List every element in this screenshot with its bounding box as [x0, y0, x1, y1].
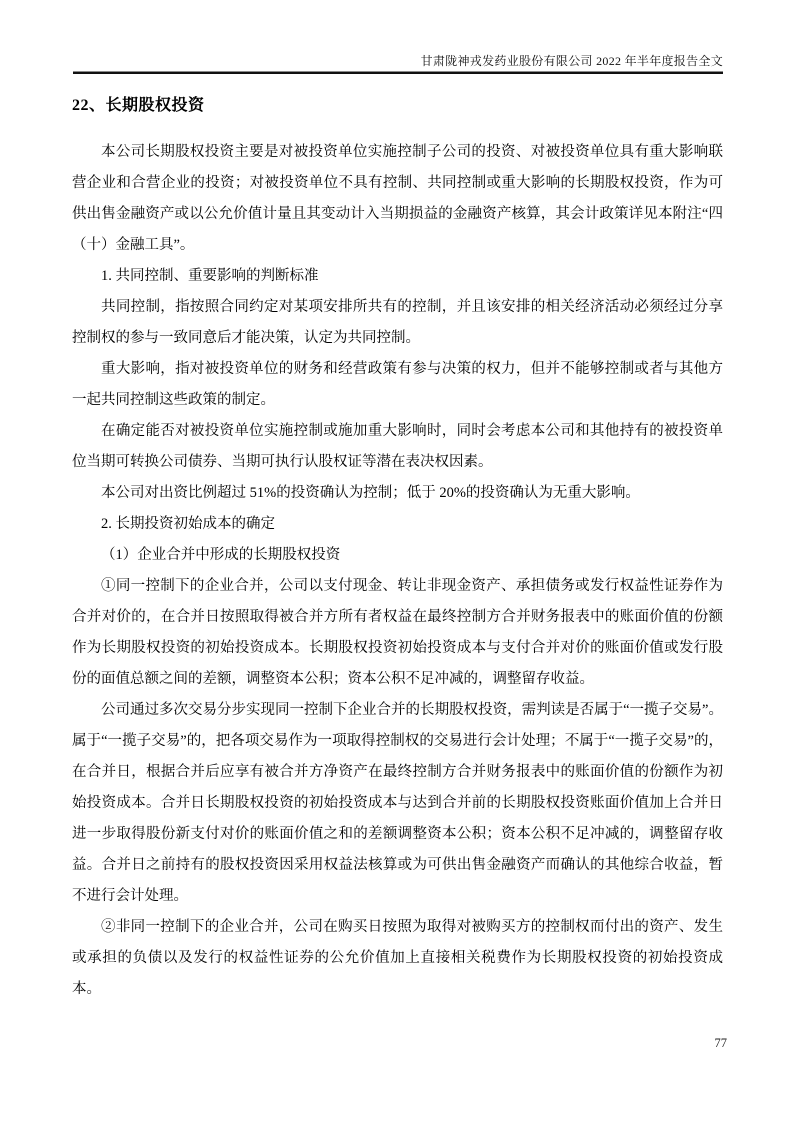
- paragraph: 公司通过多次交易分步实现同一控制下企业合并的长期股权投资，需判读是否属于“一揽子交易”。属于“一揽子交易”的，把各项交易作为一项取得控制权的交易进行会计处理；不属于“一揽子交易”的，在合并日，根据合并后应享有被合并方净资产在最终控制方合并财务报表中的账面价值的份额作为初始投资成本。合并日长期股权投资的初始投资成本与达到合并前的长期股权投资账面价值加上合并日进一步取得股份新支付对价的账面价值之和的差额调整资本公积；资本公积不足冲减的，调整留存收益。合并日之前持有的股权投资因采用权益法核算或为可供出售金融资产而确认的其他综合收益，暂不进行会计处理。: [72, 702, 723, 904]
- document-body: [72, 137, 723, 1005]
- section-title: 22、长期股权投资: [72, 97, 205, 114]
- header-divider: [73, 71, 723, 74]
- paragraph: 本公司长期股权投资主要是对被投资单位实施控制子公司的投资、对被投资单位具有重大影响联营企业和合营企业的投资；对被投资单位不具有控制、共同控制或重大影响的长期股权投资，作为可供出售金融资产或以公允价值计量且其变动计入当期损益的金融资产核算，其会计政策详见本附注“四（十）金融工具”。: [72, 144, 723, 253]
- paragraph: （1）企业合并中形成的长期股权投资: [101, 547, 341, 563]
- paragraph: 2. 长期投资初始成本的确定: [101, 516, 275, 532]
- paragraph: 共同控制，指按照合同约定对某项安排所共有的控制，并且该安排的相关经济活动必须经过分享控制权的参与一致同意后才能决策，认定为共同控制。: [72, 299, 723, 346]
- paragraph: 重大影响，指对被投资单位的财务和经营政策有参与决策的权力，但并不能够控制或者与其他方一起共同控制这些政策的制定。: [72, 361, 723, 408]
- paragraph: 在确定能否对被投资单位实施控制或施加重大影响时，同时会考虑本公司和其他持有的被投资单位当期可转换公司债券、当期可执行认股权证等潜在表决权因素。: [72, 423, 723, 470]
- page-number: 77: [714, 1036, 727, 1050]
- paragraph: ②非同一控制下的企业合并，公司在购买日按照为取得对被购买方的控制权而付出的资产、发生或承担的负债以及发行的权益性证券的公允价值加上直接相关税费作为长期股权投资的初始投资成本。: [72, 919, 723, 997]
- paragraph: 本公司对出资比例超过 51%的投资确认为控制；低于 20%的投资确认为无重大影响。: [101, 485, 640, 501]
- paragraph: ①同一控制下的企业合并，公司以支付现金、转让非现金资产、承担债务或发行权益性证券作为合并对价的，在合并日按照取得被合并方所有者权益在最终控制方合并财务报表中的账面价值的份额作为长期股权投资的初始投资成本。长期股权投资初始投资成本与支付合并对价的账面价值或发行股份的面值总额之间的差额，调整资本公积；资本公积不足冲减的，调整留存收益。: [72, 578, 723, 687]
- page-header: 甘肃陇神戎发药业股份有限公司 2022 年半年度报告全文: [420, 54, 723, 68]
- paragraph: 1. 共同控制、重要影响的判断标准: [101, 268, 319, 284]
